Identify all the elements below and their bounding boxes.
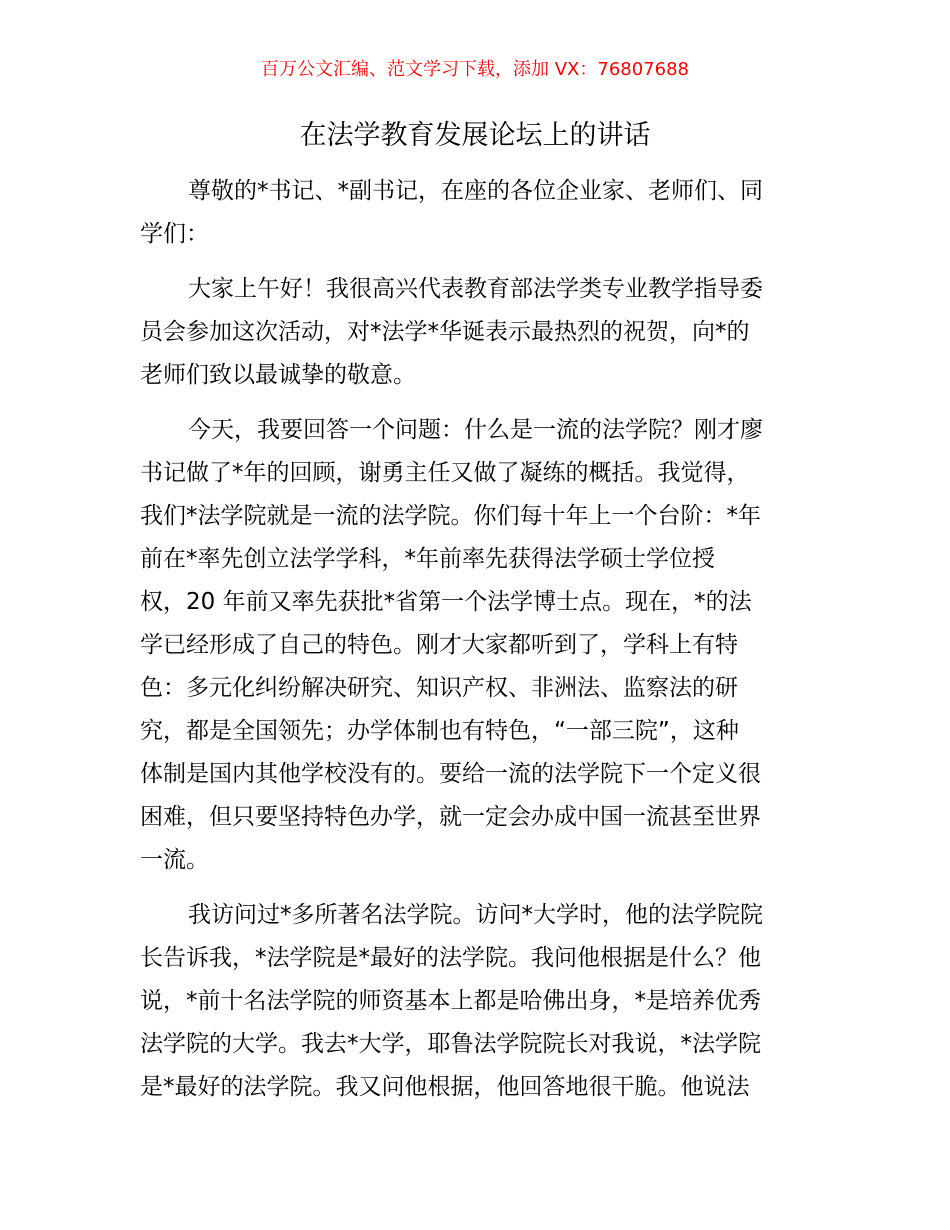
paragraph-line: 我们*法学院就是一流的法学院。你们每十年上一个台阶：*年 bbox=[140, 503, 761, 529]
paragraph-line: 老师们致以最诚挚的敬意。 bbox=[140, 362, 416, 388]
paragraph-line: 一流。 bbox=[140, 847, 209, 873]
paragraph-visits bbox=[140, 894, 812, 1109]
paragraph-line: 权，20 年前又率先获批*省第一个法学博士点。现在，*的法 bbox=[140, 589, 752, 615]
document-body bbox=[140, 170, 812, 1109]
paragraph-line: 尊敬的*书记、*副书记，在座的各位企业家、老师们、同 bbox=[188, 178, 763, 204]
paragraph-first-class-law-school bbox=[140, 409, 812, 882]
document-title: 在法学教育发展论坛上的讲话 bbox=[299, 120, 651, 151]
paragraph-line: 我访问过*多所著名法学院。访问*大学时，他的法学院院 bbox=[188, 902, 763, 928]
paragraph-line: 法学院的大学。我去*大学，耶鲁法学院院长对我说，*法学院 bbox=[140, 1031, 761, 1057]
paragraph-line: 今天，我要回答一个问题：什么是一流的法学院？刚才廖 bbox=[188, 417, 763, 443]
paragraph-line: 学们： bbox=[140, 221, 209, 247]
paragraph-line: 色：多元化纠纷解决研究、知识产权、非洲法、监察法的研 bbox=[140, 675, 738, 701]
paragraph-line: 书记做了*年的回顾，谢勇主任又做了凝练的概括。我觉得， bbox=[140, 460, 750, 486]
paragraph-salutation bbox=[140, 170, 812, 256]
paragraph-line: 大家上午好！我很高兴代表教育部法学类专业教学指导委 bbox=[188, 276, 763, 302]
paragraph-line: 困难，但只要坚持特色办学，就一定会办成中国一流甚至世界 bbox=[140, 804, 761, 830]
paragraph-line: 长告诉我，*法学院是*最好的法学院。我问他根据是什么？他 bbox=[140, 945, 761, 971]
paragraph-line: 前在*率先创立法学学科，*年前率先获得法学硕士学位授 bbox=[140, 546, 715, 572]
watermark-banner: 百万公文汇编、范文学习下载，添加 VX：76807688 bbox=[261, 59, 689, 80]
paragraph-line: 究，都是全国领先；办学体制也有特色，“一部三院”，这种 bbox=[140, 718, 739, 744]
paragraph-line: 说，*前十名法学院的师资基本上都是哈佛出身，*是培养优秀 bbox=[140, 988, 761, 1014]
paragraph-line: 员会参加这次活动，对*法学*华诞表示最热烈的祝贺，向*的 bbox=[140, 319, 750, 345]
paragraph-line: 学已经形成了自己的特色。刚才大家都听到了，学科上有特 bbox=[140, 632, 738, 658]
paragraph-line: 是*最好的法学院。我又问他根据，他回答地很干脆。他说法 bbox=[140, 1074, 750, 1100]
paragraph-greeting bbox=[140, 268, 812, 397]
paragraph-line: 体制是国内其他学校没有的。要给一流的法学院下一个定义很 bbox=[140, 761, 761, 787]
